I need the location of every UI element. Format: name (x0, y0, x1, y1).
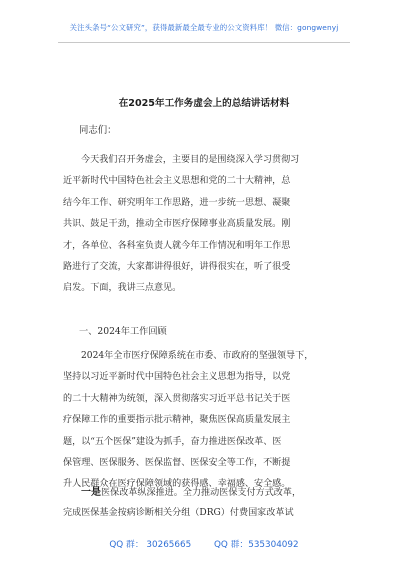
paragraph-line: 疗保障工作的重要指示批示精神，聚焦医保高质量发展主 (63, 415, 291, 426)
paragraph-line: 启发。下面，我讲三点意见。 (63, 283, 182, 294)
footer-qq-group-1[interactable]: QQ 群： 30265665 (109, 540, 192, 550)
reform-line-text: 医保改革纵深推进。全力推动医保支付方式改革， (101, 488, 302, 498)
paragraph-line: 题，以“五个医保”建设为抓手，奋力推进医保改革、医 (63, 436, 282, 447)
paragraph-line: 升人民群众在医疗保障领域的获得感、幸福感、安全感。 (63, 479, 291, 490)
header-banner[interactable]: 关注头条号“公文研究”，获得最新最全最专业的公文资料库！ 微信：gongwenyj (69, 23, 339, 32)
salutation: 同志们： (79, 125, 117, 136)
review-paragraph (63, 346, 355, 496)
paragraph-line: 完成医保基金按病诊断相关分组（DRG）付费国家改革试 (63, 508, 294, 519)
reform-paragraph (63, 482, 355, 525)
paragraph-line: 保管理、医保服务、医保监督、医保安全等工作，不断提 (63, 457, 291, 468)
paragraph-line: 今天我们召开务虚会，主要目的是围绕深入学习贯彻习 (81, 155, 300, 165)
paragraph-line: 近平新时代中国特色社会主义思想和党的二十大精神，总 (63, 176, 291, 187)
paragraph-line: 才，各单位、各科室负责人就今年工作情况和明年工作思 (63, 240, 291, 251)
reform-lead: 一是 (81, 487, 101, 498)
paragraph-line: 的二十大精神为统领，深入贯彻落实习近平总书记关于医 (63, 393, 291, 404)
footer-contact (0, 537, 408, 550)
header-divider (58, 42, 350, 43)
footer-qq-group-2[interactable]: QQ 群：535304092 (213, 540, 299, 550)
paragraph-line: 2024年全市医疗保障系统在市委、市政府的坚强领导下， (81, 351, 314, 361)
document-title: 在2025年工作务虚会上的总结讲话材料 (118, 98, 290, 109)
intro-paragraph (63, 150, 355, 300)
paragraph-line: 共识、鼓足干劲，推动全市医疗保障事业高质量发展。刚 (63, 219, 291, 230)
paragraph-line: 结今年工作、研究明年工作思路，进一步统一思想、凝聚 (63, 197, 291, 208)
paragraph-line: 坚持以习近平新时代中国特色社会主义思想为指导，以党 (63, 372, 291, 383)
paragraph-line (63, 482, 355, 503)
paragraph-line: 路进行了交流，大家都讲得很好，讲得很实在，听了很受 (63, 261, 291, 272)
section-heading: 一、2024年工作回顾 (79, 326, 167, 337)
